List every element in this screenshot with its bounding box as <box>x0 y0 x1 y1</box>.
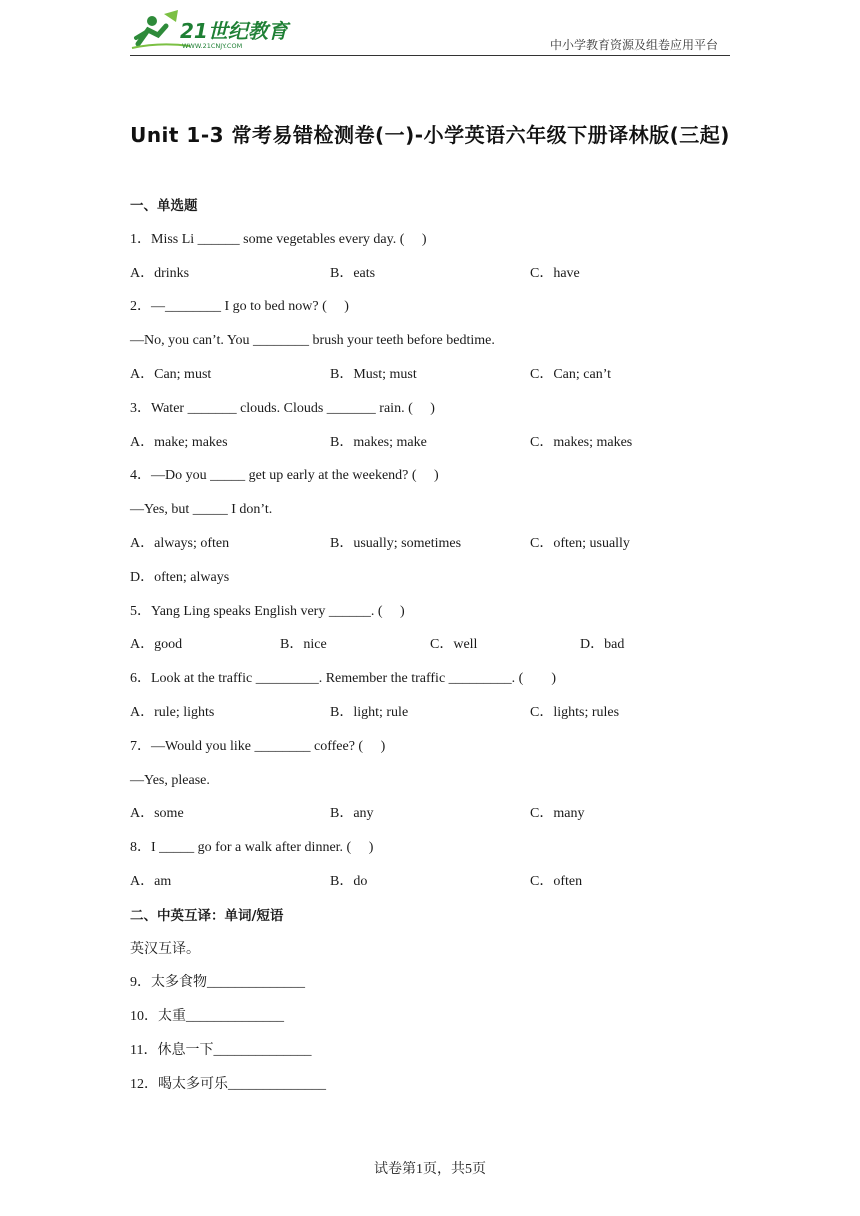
question-4-stem: 4．—Do you _____ get up early at the weekend? ( ) <box>130 468 439 484</box>
question-5-option-c: C．well <box>430 637 478 653</box>
question-7-option-a: A．some <box>130 806 184 822</box>
question-2-stem: 2．—________ I go to bed now? ( ) <box>130 299 349 315</box>
question-2-option-b: B．Must; must <box>330 366 417 382</box>
question-8-option-b: B．do <box>330 873 368 889</box>
logo-21cnjy <box>130 8 300 52</box>
question-8-option-c: C．often <box>530 873 583 889</box>
question-2-option-c: C．Can; can’t <box>530 366 612 382</box>
translation-item-9: 9．太多食物______________ <box>130 975 305 991</box>
question-5-options <box>130 631 730 665</box>
page-footer: 试卷第1页，共5页 <box>374 1162 486 1177</box>
logo-sub-text: WWW.21CNJY.COM <box>182 42 243 50</box>
question-1-options <box>130 260 730 294</box>
question-3-option-c: C．makes; makes <box>530 434 633 450</box>
question-6-options <box>130 699 730 733</box>
question-1-stem: 1．Miss Li ______ some vegetables every day. ( ) <box>130 231 427 247</box>
question-3-options <box>130 429 730 463</box>
question-5-option-b: B．nice <box>280 637 327 653</box>
question-1-option-a: A．drinks <box>130 265 190 281</box>
section-heading-translation: 二、中英互译：单词/短语 <box>130 907 284 924</box>
question-8-option-a: A．am <box>130 873 172 889</box>
exam-content <box>130 192 730 1105</box>
question-7-option-c: C．many <box>530 806 585 822</box>
question-5-option-a: A．good <box>130 637 183 653</box>
question-2-stem-reply: —No, you can’t. You ________ brush your teeth before bedtime. <box>130 333 495 349</box>
question-3-stem: 3．Water _______ clouds. Clouds _______ rain. ( ) <box>130 400 435 416</box>
question-2-options <box>130 361 730 395</box>
question-6-option-b: B．light; rule <box>330 704 409 720</box>
question-7-options <box>130 800 730 834</box>
question-4-option-b: B．usually; sometimes <box>330 535 462 551</box>
question-3-option-b: B．makes; make <box>330 434 427 450</box>
question-1-option-b: B．eats <box>330 265 376 281</box>
page-header <box>130 8 730 56</box>
question-7-stem: 7．—Would you like ________ coffee? ( ) <box>130 738 386 754</box>
question-7-stem-reply: —Yes, please. <box>130 772 210 788</box>
question-8-stem: 8．I _____ go for a walk after dinner. ( ) <box>130 840 374 856</box>
question-4-option-a: A．always; often <box>130 535 230 551</box>
question-4-option-c: C．often; usually <box>530 535 630 551</box>
question-3-option-a: A．make; makes <box>130 434 228 450</box>
platform-name: 中小学教育资源及组卷应用平台 <box>549 38 718 52</box>
question-4-stem-reply: —Yes, but _____ I don’t. <box>130 502 273 518</box>
translation-item-11: 11．休息一下______________ <box>130 1042 312 1058</box>
section-heading-single-choice: 一、单选题 <box>130 198 198 214</box>
question-4-option-d: D．often; always <box>130 569 230 585</box>
question-7-option-b: B．any <box>330 806 374 822</box>
question-6-stem: 6．Look at the traffic _________. Remember the traffic _________. ( ) <box>130 671 556 687</box>
translation-item-10: 10．太重______________ <box>130 1009 284 1025</box>
logo-main-text: 21世纪教育 <box>180 19 288 43</box>
page-title: Unit 1-3 常考易错检测卷(一)-小学英语六年级下册译林版(三起) <box>130 123 730 147</box>
question-6-option-c: C．lights; rules <box>530 704 620 720</box>
question-6-option-a: A．rule; lights <box>130 704 215 720</box>
question-5-option-d: D．bad <box>580 637 625 653</box>
question-8-options <box>130 868 730 902</box>
question-4-options <box>130 530 730 564</box>
translation-item-12: 12．喝太多可乐______________ <box>130 1076 326 1092</box>
question-1-option-c: C．have <box>530 265 580 281</box>
translation-instruction: 英汉互译。 <box>130 941 200 957</box>
question-2-option-a: A．Can; must <box>130 366 212 382</box>
question-5-stem: 5．Yang Ling speaks English very ______. ( ) <box>130 603 405 619</box>
